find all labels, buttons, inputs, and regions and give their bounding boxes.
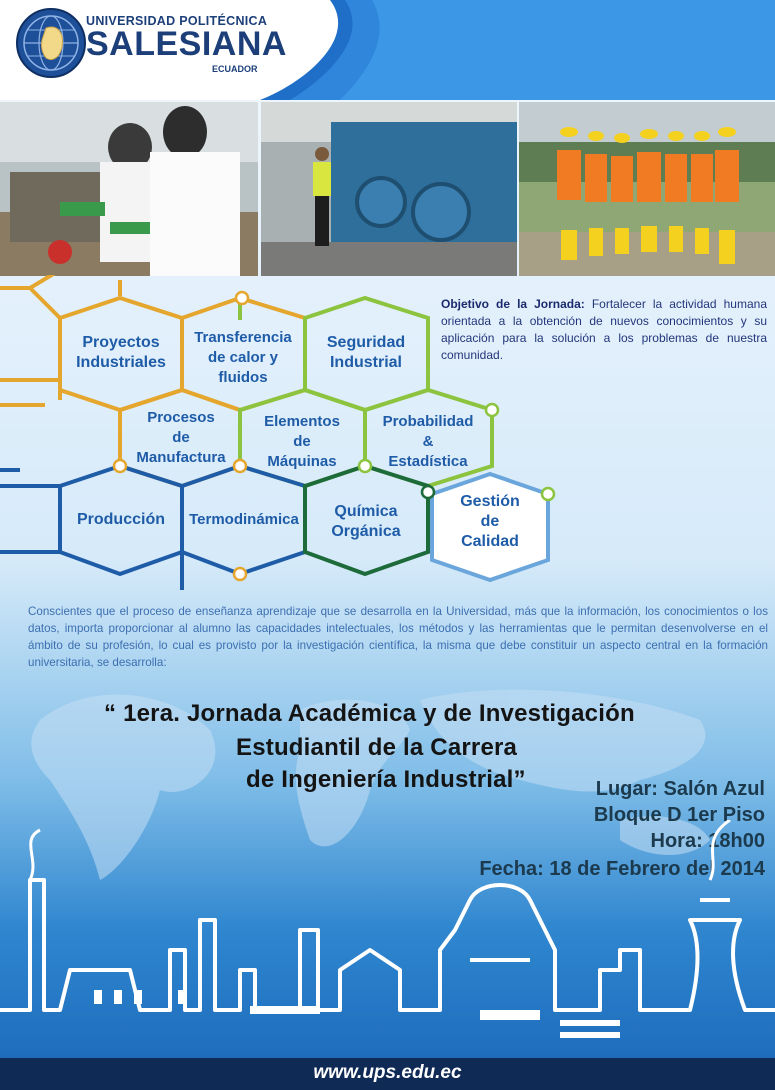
hex-label-gestion[interactable] [432,492,548,552]
event-block: Bloque D 1er Piso [593,804,765,826]
university-logo[interactable] [16,8,287,80]
logo-country-label: ECUADOR [212,64,258,74]
hex-label-gestion-text: Gestión de Calidad [460,493,520,550]
logo-emblem-icon [16,8,86,78]
logo-university-label: UNIVERSIDAD POLITÉCNICA [86,14,268,28]
industrial-skyline-illustration [0,820,775,1060]
photo-field-visit [519,102,775,276]
website-link[interactable]: www.ups.edu.ec [313,1062,462,1083]
event-time: Hora: 18h00 [650,830,765,852]
hex-label-proyectos[interactable] [62,333,180,373]
node-dot [236,292,248,304]
hex-label-transferencia[interactable] [184,328,302,388]
logo-salesiana-label: SALESIANA [86,25,287,63]
photo-laboratory [0,102,258,276]
event-title-line2: Estudiantil de la Carrera [236,734,518,761]
objective-label: Objetivo de la Jornada: [441,297,585,311]
hex-label-termodinamica[interactable] [184,510,304,530]
hex-label-procesos[interactable] [122,408,240,468]
hex-label-procesos-text: Procesos de Manufactura [136,409,226,466]
node-dot [234,568,246,580]
hex-label-transferencia-text: Transferencia de calor y fluidos [194,329,292,386]
objective-text [441,296,767,364]
event-location: Lugar: Salón Azul [595,778,765,800]
intro-paragraph: Conscientes que el proceso de enseñanza aprendizaje que se desarrolla en la Universidad, más que la información, los conocimientos o los datos, importa proporcionar al alumno las capacidades intelectuales, los métodos y las herramientas que le permitan desenvolverse en el ámbito de su profesión, lo cual es provisto por la investigación científica, la misma que debe constituir un aspecto central en la formación universitaria, se desarrolla: [28,605,768,669]
hex-label-seguridad-text: Seguridad Industrial [326,334,406,371]
header [0,0,775,100]
event-date: Fecha: 18 de Febrero del 2014 [479,858,765,880]
hex-label-quimica[interactable] [307,502,425,542]
photo-machinery [261,102,517,276]
objective-body: Fortalecer la actividad humana orientada a la obtención de nuevos conocimientos y su aplicación para la solución a los problemas de nuestra comunidad. [441,297,768,362]
hex-label-produccion[interactable] [62,510,180,530]
hex-label-termodinamica-text: Termodinámica [189,511,299,528]
hex-label-elementos[interactable] [242,412,362,472]
hex-label-proyectos-line1: Proyectos Industriales [76,334,166,371]
hex-label-quimica-text: Química Orgánica [331,503,401,540]
hex-label-seguridad[interactable] [307,333,425,373]
hex-label-probabilidad[interactable] [367,412,489,472]
event-title-line1: “ 1era. Jornada Académica y de Investigación [104,700,635,727]
hex-label-probabilidad-text: Probabilidad & Estadística [382,413,474,470]
hex-label-produccion-text: Producción [76,511,165,528]
hex-label-elementos-text: Elementos de Máquinas [264,413,340,470]
connector-line [0,275,60,288]
event-title-line3: de Ingeniería Industrial” [246,766,526,793]
